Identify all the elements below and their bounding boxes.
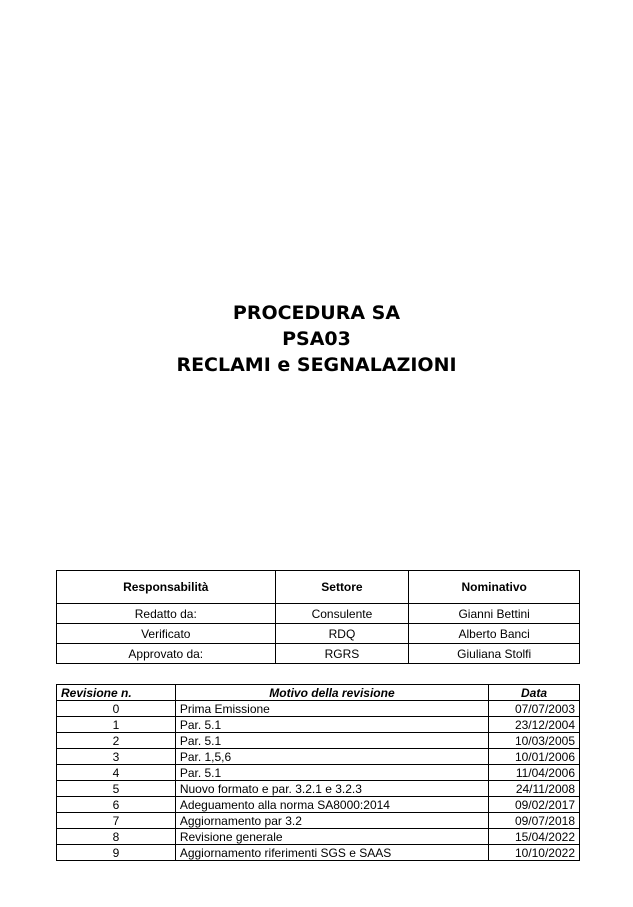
cell-person: Giuliana Stolfi bbox=[409, 644, 580, 664]
table-row bbox=[57, 845, 580, 861]
cell-revision-reason: Par. 5.1 bbox=[175, 717, 488, 733]
header-revision-reason: Motivo della revisione bbox=[175, 685, 488, 701]
cell-revision-date: 23/12/2004 bbox=[489, 717, 580, 733]
header-name: Nominativo bbox=[409, 571, 580, 604]
cell-revision-reason: Par. 5.1 bbox=[175, 765, 488, 781]
header-revision-number: Revisione n. bbox=[57, 685, 176, 701]
cell-revision-date: 10/03/2005 bbox=[489, 733, 580, 749]
cell-revision-reason: Par. 1,5,6 bbox=[175, 749, 488, 765]
responsibility-table bbox=[56, 570, 580, 664]
table-row bbox=[57, 604, 580, 624]
cell-revision-reason: Par. 5.1 bbox=[175, 733, 488, 749]
table-row bbox=[57, 829, 580, 845]
cell-sector: RGRS bbox=[275, 644, 409, 664]
cell-revision-date: 11/04/2006 bbox=[489, 765, 580, 781]
cell-revision-number: 6 bbox=[57, 797, 176, 813]
table-row bbox=[57, 781, 580, 797]
cell-revision-reason: Revisione generale bbox=[175, 829, 488, 845]
document-title bbox=[0, 300, 633, 378]
cell-revision-number: 1 bbox=[57, 717, 176, 733]
cell-revision-number: 0 bbox=[57, 701, 176, 717]
cell-revision-reason: Nuovo formato e par. 3.2.1 e 3.2.3 bbox=[175, 781, 488, 797]
cell-revision-reason: Aggiornamento par 3.2 bbox=[175, 813, 488, 829]
cell-revision-number: 4 bbox=[57, 765, 176, 781]
cell-revision-date: 09/07/2018 bbox=[489, 813, 580, 829]
table-row bbox=[57, 701, 580, 717]
cell-revision-date: 10/10/2022 bbox=[489, 845, 580, 861]
cell-revision-number: 3 bbox=[57, 749, 176, 765]
cell-revision-number: 9 bbox=[57, 845, 176, 861]
table-row bbox=[57, 733, 580, 749]
cell-person: Alberto Banci bbox=[409, 624, 580, 644]
table-row bbox=[57, 765, 580, 781]
table-row bbox=[57, 797, 580, 813]
cell-revision-date: 09/02/2017 bbox=[489, 797, 580, 813]
cell-revision-number: 2 bbox=[57, 733, 176, 749]
header-sector: Settore bbox=[275, 571, 409, 604]
cell-revision-reason: Aggiornamento riferimenti SGS e SAAS bbox=[175, 845, 488, 861]
table-row bbox=[57, 749, 580, 765]
table-row bbox=[57, 624, 580, 644]
cell-revision-reason: Adeguamento alla norma SA8000:2014 bbox=[175, 797, 488, 813]
header-responsibility: Responsabilità bbox=[57, 571, 276, 604]
cell-sector: Consulente bbox=[275, 604, 409, 624]
cell-revision-number: 7 bbox=[57, 813, 176, 829]
table-row bbox=[57, 717, 580, 733]
cell-revision-date: 07/07/2003 bbox=[489, 701, 580, 717]
title-line-subject: RECLAMI e SEGNALAZIONI bbox=[176, 354, 457, 376]
table-row bbox=[57, 813, 580, 829]
revision-table bbox=[56, 684, 580, 861]
header-revision-date: Data bbox=[489, 685, 580, 701]
cell-revision-number: 8 bbox=[57, 829, 176, 845]
cell-revision-number: 5 bbox=[57, 781, 176, 797]
cell-person: Gianni Bettini bbox=[409, 604, 580, 624]
cell-role: Verificato bbox=[57, 624, 276, 644]
title-line-code: PSA03 bbox=[282, 328, 351, 350]
title-line-procedure: PROCEDURA SA bbox=[232, 302, 401, 324]
cell-sector: RDQ bbox=[275, 624, 409, 644]
cell-revision-reason: Prima Emissione bbox=[175, 701, 488, 717]
responsibility-header-row bbox=[57, 571, 580, 604]
table-row bbox=[57, 644, 580, 664]
cell-role: Redatto da: bbox=[57, 604, 276, 624]
cell-revision-date: 24/11/2008 bbox=[489, 781, 580, 797]
cell-revision-date: 15/04/2022 bbox=[489, 829, 580, 845]
revision-header-row bbox=[57, 685, 580, 701]
cell-revision-date: 10/01/2006 bbox=[489, 749, 580, 765]
cell-role: Approvato da: bbox=[57, 644, 276, 664]
